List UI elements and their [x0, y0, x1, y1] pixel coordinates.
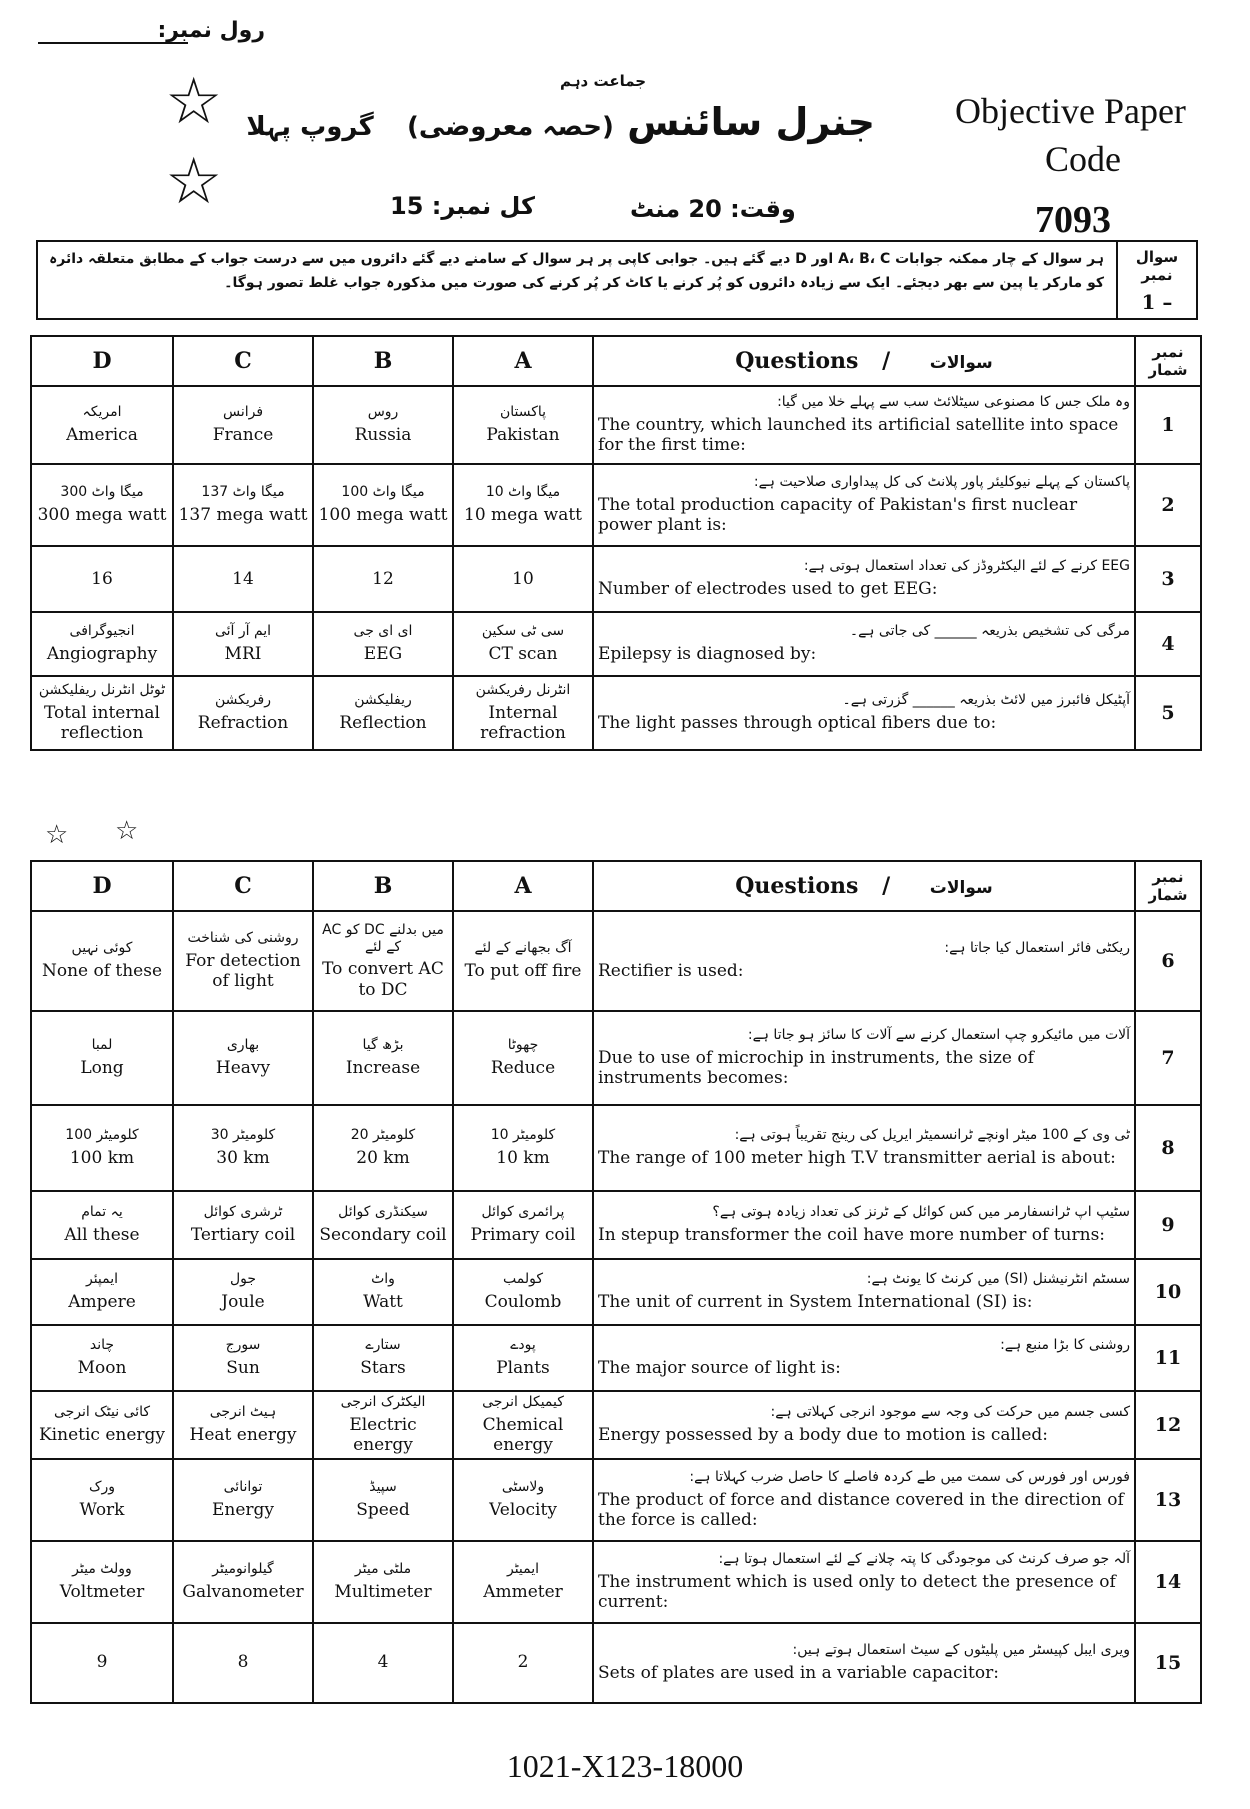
option-a-english: 10	[512, 568, 534, 589]
option-c-english: MRI	[224, 644, 262, 665]
question-text-urdu: EEG کرنے کے لئے الیکٹروڈز کی تعداد استعمال ہوتی ہے:	[803, 558, 1130, 575]
option-a-english: Chemical energy	[482, 1414, 564, 1456]
option-d	[31, 1459, 173, 1541]
option-c	[173, 1459, 313, 1541]
option-d	[31, 386, 173, 464]
option-b	[313, 911, 453, 1011]
option-d	[31, 1325, 173, 1391]
option-c-urdu: رفریکشن	[215, 692, 271, 709]
question-text-english: The major source of light is:	[598, 1358, 841, 1379]
header-option-d: D	[31, 861, 173, 911]
option-b-urdu: ستارے	[365, 1337, 401, 1354]
option-c-english: Tertiary coil	[190, 1225, 296, 1246]
option-d-urdu: انجیوگرافی	[69, 623, 135, 640]
option-b-urdu: ریفلیکشن	[354, 692, 412, 709]
star-icon: ☆	[165, 145, 223, 219]
header-questions-ur: سوالات	[929, 353, 993, 373]
option-d-english: Moon	[77, 1358, 127, 1379]
question-number: 1	[1135, 386, 1201, 464]
option-b	[313, 612, 453, 676]
question-number-value: 1 –	[1141, 290, 1173, 314]
question-text-english: Rectifier is used:	[598, 961, 744, 982]
instructions-box	[36, 240, 1198, 320]
option-a-english: Coulomb	[484, 1292, 562, 1313]
question-text	[593, 1325, 1135, 1391]
star-icon: ☆	[165, 65, 223, 139]
option-c-english: Heavy	[215, 1058, 271, 1079]
option-b-english: Electric energy	[349, 1414, 417, 1456]
question-number: 8	[1135, 1105, 1201, 1191]
question-text-english: The range of 100 meter high T.V transmitter aerial is about:	[598, 1148, 1116, 1169]
option-c	[173, 1325, 313, 1391]
question-text-english: The instrument which is used only to detect the presence of current:	[598, 1571, 1116, 1612]
header-option-a: A	[453, 861, 593, 911]
option-b-english: 100 mega watt	[318, 505, 448, 526]
option-b	[313, 1541, 453, 1623]
question-text	[593, 386, 1135, 464]
option-a	[453, 676, 593, 750]
table-row	[31, 1541, 1201, 1623]
option-a	[453, 1391, 593, 1459]
question-text-english: Number of electrodes used to get EEG:	[598, 579, 938, 600]
option-d-english: All these	[64, 1225, 140, 1246]
question-number: 9	[1135, 1191, 1201, 1259]
option-c-urdu: توانائی	[223, 1478, 263, 1495]
option-d-urdu: چاند	[89, 1337, 115, 1354]
option-c	[173, 1105, 313, 1191]
table-row	[31, 546, 1201, 612]
question-text-english: Due to use of microchip in instruments, the size of instruments becomes:	[598, 1048, 1034, 1089]
option-c-urdu: ہیٹ انرجی	[209, 1404, 277, 1421]
option-b-english: 4	[377, 1652, 389, 1673]
option-c-urdu: بھاری	[226, 1037, 260, 1054]
option-b-urdu: 100 میگا واٹ	[341, 484, 425, 501]
option-a	[453, 386, 593, 464]
question-text-english: The light passes through optical fibers due to:	[598, 713, 997, 734]
code-value: 7093	[1035, 199, 1111, 241]
option-c	[173, 1623, 313, 1703]
option-d-urdu: لمبا	[91, 1037, 113, 1054]
table-row	[31, 676, 1201, 750]
option-d	[31, 676, 173, 750]
option-c-english: 14	[232, 568, 254, 589]
option-c-english: Refraction	[197, 713, 289, 734]
option-a-urdu: سی ٹی سکین	[481, 623, 565, 640]
code-label: Code	[1045, 139, 1121, 179]
option-c	[173, 386, 313, 464]
option-c-english: For detection of light	[185, 951, 301, 992]
table-row	[31, 386, 1201, 464]
question-text-urdu: آلات میں مائیکرو چپ استعمال کرنے سے آلات کا سائز ہو جاتا ہے:	[747, 1027, 1130, 1044]
option-a	[453, 1105, 593, 1191]
option-a-urdu: آگ بجھانے کے لئے	[474, 940, 572, 957]
header-questions-en: Questions	[735, 873, 859, 899]
part-title: (حصہ معروضی)	[406, 112, 614, 142]
option-c	[173, 546, 313, 612]
option-c-urdu: گیلوانومیٹر	[212, 1560, 274, 1577]
option-c	[173, 676, 313, 750]
objective-paper-title: Objective Paper	[955, 91, 1186, 131]
option-d-urdu: ورک	[88, 1478, 116, 1495]
question-text-english: In stepup transformer the coil have more number of turns:	[598, 1225, 1106, 1246]
option-c-english: Energy	[211, 1499, 275, 1520]
question-number: 2	[1135, 464, 1201, 546]
questions-table-2	[30, 860, 1202, 1704]
option-d-urdu: وولٹ میٹر	[72, 1560, 132, 1577]
option-a	[453, 1011, 593, 1105]
option-b-english: Speed	[356, 1499, 410, 1520]
option-c	[173, 1391, 313, 1459]
question-number: 6	[1135, 911, 1201, 1011]
question-text-urdu: مرگی کی تشخیص بذریعہ ______ کی جاتی ہے۔	[849, 623, 1130, 640]
total-marks-label: کل نمبر: 15	[390, 192, 535, 220]
option-b	[313, 1259, 453, 1325]
option-b	[313, 1011, 453, 1105]
group-title: گروپ پہلا	[246, 112, 374, 142]
option-a-english: 10 km	[496, 1148, 550, 1169]
option-d-urdu: 100 کلومیٹر	[65, 1127, 139, 1144]
option-a-english: Velocity	[489, 1499, 557, 1520]
option-b-urdu: الیکٹرک انرجی	[340, 1394, 426, 1410]
option-d-english: 300 mega watt	[37, 505, 167, 526]
option-c	[173, 911, 313, 1011]
option-b	[313, 1459, 453, 1541]
option-d-urdu: ٹوٹل انٹرنل ریفلیکشن	[38, 682, 166, 699]
option-b	[313, 1191, 453, 1259]
option-b-urdu: AC کو DC میں بدلنے کے لئے	[322, 921, 444, 955]
option-a-urdu: 10 میگا واٹ	[485, 484, 561, 501]
option-b	[313, 464, 453, 546]
table-row	[31, 1391, 1201, 1459]
option-b-urdu: سپیڈ	[369, 1478, 397, 1495]
header-option-a: A	[453, 336, 593, 386]
option-d-english: Angiography	[46, 644, 158, 665]
question-text-english: The country, which launched its artificial satellite into space for the first time:	[598, 415, 1119, 456]
question-number: 12	[1135, 1391, 1201, 1459]
option-b-urdu: ملٹی میٹر	[354, 1560, 412, 1577]
question-text	[593, 1191, 1135, 1259]
question-text	[593, 1105, 1135, 1191]
option-c-english: 30 km	[216, 1148, 270, 1169]
question-number: 3	[1135, 546, 1201, 612]
option-b-english: Russia	[354, 425, 412, 446]
header-slash: /	[882, 873, 891, 899]
instructions-text: ہر سوال کے چار ممکنہ جوابات A، B، C اور D دیے گئے ہیں۔ جوابی کاپی پر ہر سوال کے سامنے دیے گئے دائروں میں سے درست جواب کے مطابق متعلقہ دائرہ کو مارکر یا پین سے بھر دیجئے۔ ایک سے زیادہ دائروں کو پُر کرنے یا کاٹ کر پُر کرنے کی صورت میں مذکورہ جواب غلط تصور ہوگا۔	[49, 251, 1104, 291]
option-a	[453, 612, 593, 676]
option-b-english: Watt	[363, 1292, 403, 1313]
option-a-english: Primary coil	[470, 1225, 576, 1246]
option-d-urdu: کائی نیٹک انرجی	[53, 1404, 151, 1421]
option-b	[313, 546, 453, 612]
option-b-english: Reflection	[339, 713, 427, 734]
option-d	[31, 1391, 173, 1459]
questions-body-1	[31, 386, 1201, 750]
option-c-urdu: 30 کلومیٹر	[210, 1127, 276, 1144]
option-a	[453, 911, 593, 1011]
option-a-english: Ammeter	[483, 1581, 563, 1602]
option-a-urdu: پودے	[510, 1337, 536, 1354]
option-a-urdu: ایمیٹر	[506, 1560, 540, 1577]
option-c	[173, 1011, 313, 1105]
question-text-urdu: ریکٹی فائر استعمال کیا جاتا ہے:	[944, 940, 1130, 957]
option-c-urdu: ایم آر آئی	[214, 623, 272, 640]
option-a-urdu: کولمب	[502, 1271, 543, 1288]
question-number: 15	[1135, 1623, 1201, 1703]
option-a	[453, 1541, 593, 1623]
option-b-urdu: سیکنڈری کوائل	[338, 1204, 428, 1221]
header-option-d: D	[31, 336, 173, 386]
questions-body-2	[31, 911, 1201, 1703]
option-d-urdu: کوئی نہیں	[71, 940, 133, 957]
option-a	[453, 464, 593, 546]
option-a	[453, 546, 593, 612]
question-text-urdu: سسٹم انٹرنیشنل (SI) میں کرنٹ کا یونٹ ہے:	[866, 1271, 1130, 1288]
question-text-english: The total production capacity of Pakistan's first nuclear power plant is:	[598, 495, 1078, 536]
option-a-english: To put off fire	[464, 961, 582, 982]
option-d	[31, 1623, 173, 1703]
roll-number-field[interactable]	[38, 42, 188, 44]
option-d-english: None of these	[41, 961, 163, 982]
option-d-urdu: ایمپئر	[85, 1271, 119, 1288]
option-c-urdu: 137 میگا واٹ	[201, 484, 285, 501]
option-b-english: EEG	[363, 644, 403, 665]
table-row	[31, 1191, 1201, 1259]
question-text-urdu: وہ ملک جس کا مصنوعی سیٹلائٹ سب سے پہلے خلا میں گیا:	[777, 394, 1130, 411]
option-b-english: Stars	[360, 1358, 406, 1379]
option-d	[31, 1011, 173, 1105]
option-c	[173, 612, 313, 676]
question-text-urdu: کسی جسم میں حرکت کی وجہ سے موجود انرجی کہلاتی ہے:	[770, 1404, 1130, 1421]
star-icon: ☆	[45, 820, 69, 850]
table-row	[31, 1259, 1201, 1325]
option-c-english: Galvanometer	[182, 1581, 304, 1602]
option-d	[31, 546, 173, 612]
option-a-english: 10 mega watt	[464, 505, 582, 526]
option-b-english: 12	[372, 568, 394, 589]
table-row	[31, 1325, 1201, 1391]
question-text-english: The unit of current in System International (SI) is:	[598, 1292, 1033, 1313]
option-c-english: Joule	[221, 1292, 265, 1313]
option-b-urdu: واٹ	[371, 1271, 395, 1288]
option-c-urdu: ٹرشری کوائل	[203, 1204, 283, 1221]
option-a-english: Internal refraction	[480, 703, 566, 744]
header-slash: /	[882, 348, 891, 374]
option-d-urdu: 300 میگا واٹ	[60, 484, 144, 501]
option-b	[313, 386, 453, 464]
header-questions	[593, 336, 1135, 386]
option-d-english: Total internal reflection	[44, 703, 160, 744]
option-d-english: 100 km	[69, 1148, 135, 1169]
question-text-english: The product of force and distance covered in the direction of the force is called:	[598, 1489, 1124, 1530]
option-b	[313, 1105, 453, 1191]
question-text	[593, 1459, 1135, 1541]
question-text	[593, 1541, 1135, 1623]
option-a-urdu: چھوٹا	[507, 1037, 539, 1054]
option-d	[31, 1105, 173, 1191]
option-d	[31, 1541, 173, 1623]
question-text	[593, 911, 1135, 1011]
option-b-english: 20 km	[356, 1148, 410, 1169]
option-a	[453, 1259, 593, 1325]
option-c-english: 137 mega watt	[178, 505, 308, 526]
option-a-urdu: 10 کلومیٹر	[490, 1127, 556, 1144]
question-text-urdu: پاکستان کے پہلے نیوکلیئر پاور پلانٹ کی کل پیداواری صلاحیت ہے:	[753, 474, 1130, 491]
footer-code: 1021-X123-18000	[506, 1748, 744, 1784]
question-text-english: Epilepsy is diagnosed by:	[598, 644, 817, 665]
option-a-urdu: ولاسٹی	[501, 1478, 545, 1495]
option-d-english: Long	[80, 1058, 124, 1079]
question-text-urdu: آپٹیکل فائبرز میں لائٹ بذریعہ ______ گزرتی ہے۔	[842, 692, 1130, 709]
option-a	[453, 1191, 593, 1259]
question-text	[593, 1259, 1135, 1325]
question-text	[593, 546, 1135, 612]
option-b	[313, 676, 453, 750]
table-row	[31, 911, 1201, 1011]
option-c-english: 8	[237, 1652, 249, 1673]
question-text-urdu: ویری ایبل کپیسٹر میں پلیٹوں کے سیٹ استعمال ہوتے ہیں:	[792, 1641, 1130, 1658]
option-a	[453, 1623, 593, 1703]
table-row	[31, 612, 1201, 676]
option-a-urdu: پاکستان	[499, 404, 547, 421]
question-number-box	[1116, 242, 1196, 318]
header-number: نمبر شمار	[1135, 861, 1201, 911]
question-text-urdu: آلہ جو صرف کرنٹ کی موجودگی کا پتہ چلانے کے لئے استعمال ہوتا ہے:	[718, 1550, 1130, 1567]
option-d-urdu: امریکہ	[82, 404, 122, 421]
option-d-english: America	[66, 425, 138, 446]
header-option-b: B	[313, 336, 453, 386]
option-c	[173, 1191, 313, 1259]
question-text-urdu: فورس اور فورس کی سمت میں طے کردہ فاصلے کا حاصل ضرب کہلاتا ہے:	[689, 1468, 1130, 1485]
question-number: 5	[1135, 676, 1201, 750]
header-questions	[593, 861, 1135, 911]
questions-table-1	[30, 335, 1202, 751]
option-d-english: Work	[79, 1499, 125, 1520]
option-c	[173, 464, 313, 546]
option-a-urdu: کیمیکل انرجی	[482, 1394, 564, 1410]
header-questions-en: Questions	[735, 348, 859, 374]
option-d-urdu: یہ تمام	[81, 1204, 123, 1221]
option-c-urdu: روشنی کی شناخت	[187, 930, 299, 947]
option-c-urdu: فرانس	[222, 404, 264, 421]
header-questions-ur: سوالات	[929, 878, 993, 898]
option-c-urdu: سورج	[225, 1337, 261, 1354]
header-number: نمبر شمار	[1135, 336, 1201, 386]
question-text-urdu: روشنی کا بڑا منبع ہے:	[1000, 1337, 1130, 1354]
paper-title-urdu	[246, 100, 875, 144]
option-b-english: Multimeter	[334, 1581, 432, 1602]
subject-title: جنرل سائنس	[627, 100, 875, 144]
option-d-english: Ampere	[68, 1292, 136, 1313]
time-label: وقت: 20 منٹ	[630, 195, 796, 223]
question-number: 4	[1135, 612, 1201, 676]
question-text	[593, 1011, 1135, 1105]
option-c-english: France	[212, 425, 274, 446]
option-a	[453, 1459, 593, 1541]
table-row	[31, 464, 1201, 546]
option-b-urdu: بڑھ گیا	[362, 1037, 404, 1054]
option-c-urdu: جول	[229, 1271, 257, 1288]
header-option-b: B	[313, 861, 453, 911]
option-d	[31, 612, 173, 676]
option-a	[453, 1325, 593, 1391]
question-number: 7	[1135, 1011, 1201, 1105]
option-d-english: 9	[96, 1652, 108, 1673]
question-text-urdu: ٹی وی کے 100 میٹر اونچے ٹرانسمیٹر ایریل کی رینج تقریباً ہوتی ہے:	[734, 1127, 1130, 1144]
option-d-english: Voltmeter	[59, 1581, 145, 1602]
class-label: جماعت دہم	[560, 72, 647, 90]
option-b	[313, 1623, 453, 1703]
question-number: 10	[1135, 1259, 1201, 1325]
header-option-c: C	[173, 336, 313, 386]
question-text-urdu: سٹیپ اپ ٹرانسفارمر میں کس کوائل کے ٹرنز کی تعداد زیادہ ہوتی ہے؟	[712, 1204, 1130, 1221]
question-text	[593, 612, 1135, 676]
question-text	[593, 1391, 1135, 1459]
header-option-c: C	[173, 861, 313, 911]
option-d	[31, 464, 173, 546]
table-row	[31, 1459, 1201, 1541]
option-d	[31, 911, 173, 1011]
table-row	[31, 1105, 1201, 1191]
option-a-urdu: انٹرنل رفریکشن	[475, 682, 571, 699]
table-row	[31, 1011, 1201, 1105]
option-b	[313, 1391, 453, 1459]
question-text-english: Sets of plates are used in a variable capacitor:	[598, 1662, 999, 1683]
question-text	[593, 1623, 1135, 1703]
option-b-english: To convert AC to DC	[322, 959, 444, 1000]
question-text	[593, 464, 1135, 546]
star-icon: ☆	[115, 816, 139, 846]
option-b-english: Secondary coil	[319, 1225, 447, 1246]
question-number-label: سوال نمبر	[1135, 248, 1179, 284]
option-c-english: Sun	[226, 1358, 260, 1379]
question-text-english: Energy possessed by a body due to motion is called:	[598, 1424, 1049, 1445]
option-c	[173, 1541, 313, 1623]
option-d-english: 16	[91, 568, 113, 589]
option-b-english: Increase	[345, 1058, 421, 1079]
option-d-english: Kinetic energy	[38, 1424, 166, 1445]
option-c	[173, 1259, 313, 1325]
table-row	[31, 1623, 1201, 1703]
option-a-english: CT scan	[488, 644, 558, 665]
question-number: 13	[1135, 1459, 1201, 1541]
question-text	[593, 676, 1135, 750]
option-b-urdu: 20 کلومیٹر	[350, 1127, 416, 1144]
option-b	[313, 1325, 453, 1391]
roll-number-label: رول نمبر:	[157, 18, 265, 43]
option-a-urdu: پرائمری کوائل	[481, 1204, 565, 1221]
option-d	[31, 1259, 173, 1325]
question-number: 14	[1135, 1541, 1201, 1623]
option-a-english: Reduce	[490, 1058, 556, 1079]
option-c-english: Heat energy	[189, 1424, 297, 1445]
question-number: 11	[1135, 1325, 1201, 1391]
option-b-urdu: ای ای جی	[353, 623, 413, 640]
option-d	[31, 1191, 173, 1259]
option-a-english: Plants	[496, 1358, 550, 1379]
option-a-english: Pakistan	[486, 425, 560, 446]
option-a-english: 2	[517, 1652, 529, 1673]
option-b-urdu: روس	[367, 404, 399, 421]
